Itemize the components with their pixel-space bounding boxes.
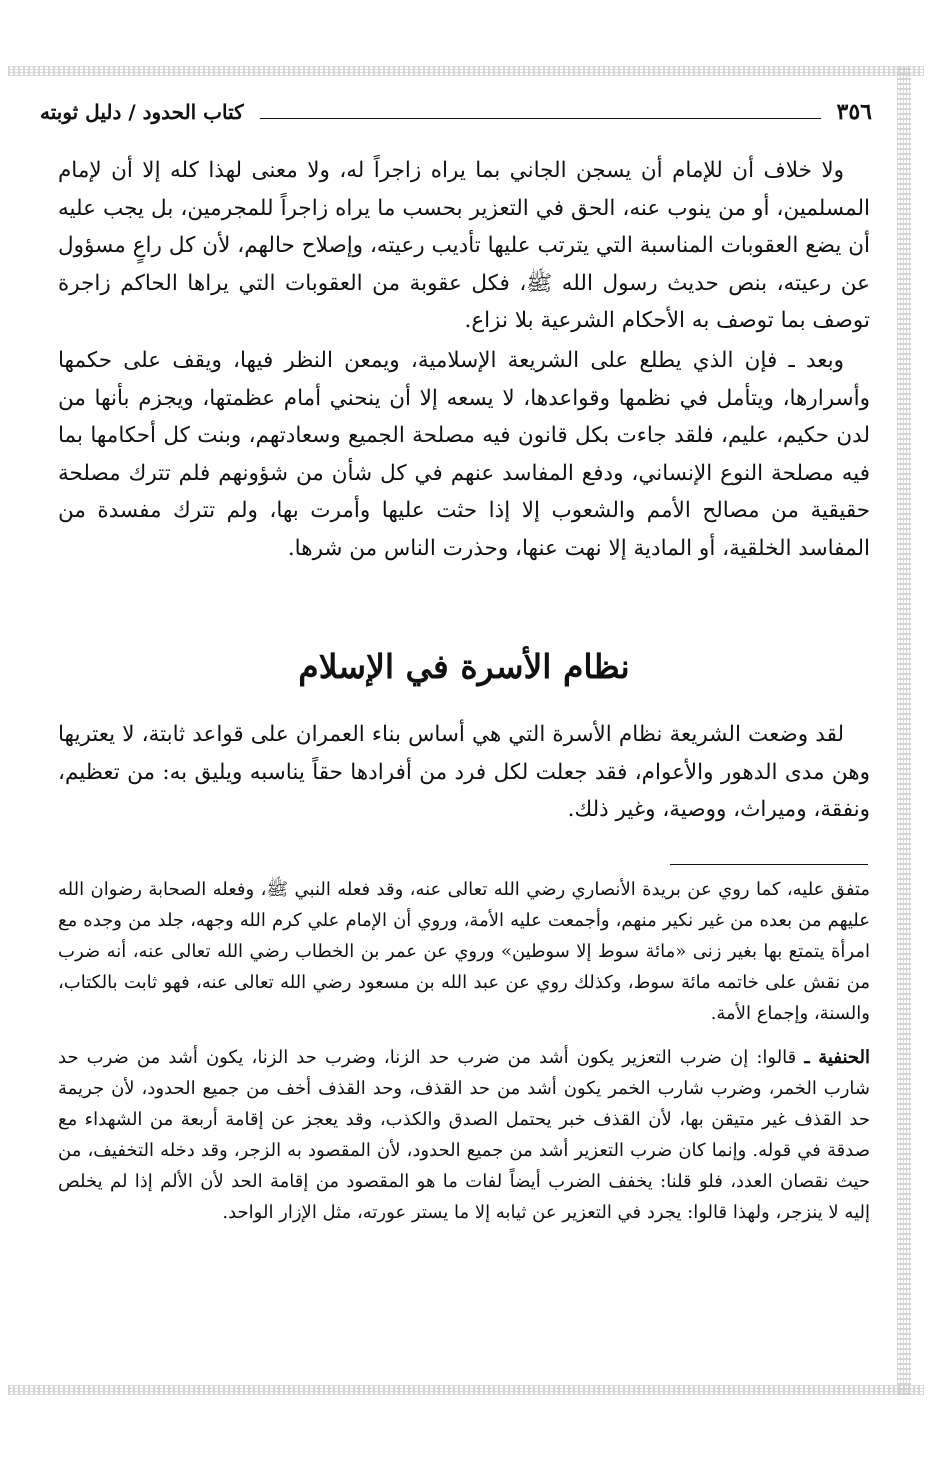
header-rule <box>260 118 821 119</box>
footnote-2 <box>58 1042 870 1228</box>
footnote-2-term: الحنفية ـ <box>804 1047 871 1068</box>
body-paragraph-1: ولا خلاف أن للإمام أن يسجن الجاني بما يراه زاجراً له، ولا معنى لهذا كله إلا أن لإمام المسلمين، أو من ينوب عنه، الحق في التعزير بحسب ما يراه زاجراً للمجرمين، بل يجب عليه أن يضع العقوبات المناسبة التي يترتب عليها تأديب رعيته، وإصلاح حالهم، لأن كل راعٍ مسؤول عن رعيته، بنص حديث رسول الله ﷺ، فكل عقوبة من العقوبات التي يراها الحاكم زاجرة توصف بما توصف به الأحكام الشرعية بلا نزاع. <box>58 158 870 333</box>
decorative-border-bottom <box>8 1385 924 1395</box>
page-header <box>40 92 872 132</box>
decorative-border-right <box>897 66 911 1395</box>
decorative-border-top <box>8 66 924 76</box>
body-paragraph-2: وبعد ـ فإن الذي يطلع على الشريعة الإسلامية، ويمعن النظر فيها، ويقف على حكمها وأسرارها، ويتأمل في نظمها وقواعدها، لا يسعه إلا أن ينحني أمام عظمتها، ويجزم بأنها من لدن حكيم، عليم، فلقد جاءت بكل قانون فيه مصلحة الجميع وسعادتهم، وبنت كل أحكامها بما فيه مصلحة النوع الإنساني، ودفع المفاسد عنهم في كل شأن من شؤونهم فلم تترك مصلحة حقيقية من مصالح الأمم والشعوب إلا إذا حثت عليها وأمرت بها، ولم تترك مفسدة من المفاسد الخلقية، أو المادية إلا نهت عنها، وحذرت الناس من شرها. <box>58 348 870 561</box>
page-number: ٣٥٦ <box>836 99 872 125</box>
running-title: كتاب الحدود / دليل ثوبته <box>40 100 244 124</box>
footnote-separator <box>670 864 868 865</box>
section-heading: نظام الأسرة في الإسلام <box>298 647 630 686</box>
body-paragraph-3: لقد وضعت الشريعة نظام الأسرة التي هي أساس بناء العمران على قواعد ثابتة، لا يعتريها وهن مدى الدهور والأعوام، فقد جعلت لكل فرد من أفرادها حقاً يناسبه ويليق به: من تعظيم، ونفقة، وميراث، ووصية، وغير ذلك. <box>58 722 870 822</box>
footnote-1: متفق عليه، كما روي عن بريدة الأنصاري رضي الله تعالى عنه، وقد فعله النبي ﷺ، وفعله الصحابة رضوان الله عليهم من بعده من غير نكير منهم، وأجمعت عليه الأمة، وروي أن الإمام علي كرم الله وجهه، جلد من وجده مع امرأة يتمتع بها بغير زنى «مائة سوط إلا سوطين» وروي عن عمر بن الخطاب رضي الله تعالى عنه، أنه ضرب من نقش على خاتمه مائة سوط، وكذلك روي عن عبد الله بن مسعود رضي الله تعالى عنه، فهو ثابت بالكتاب، والسنة، وإجماع الأمة. <box>58 879 870 1024</box>
footnote-2-text: قالوا: إن ضرب التعزير يكون أشد من ضرب حد الزنا، وضرب حد الزنا، يكون أشد من ضرب حد شارب الخمر، وضرب شارب الخمر يكون أشد من حد القذف، وحد القذف أخف من جميع الحدود، لأن جريمة حد القذف غير متيقن بها، لأن القذف خبر يحتمل الصدق والكذب، وقد يعجز عن إقامة أربعة من الشهداء مع صدقة في قوله. وإنما كان ضرب التعزير أشد من جميع الحدود، لأن المقصود به الزجر، وقد دخله التخفيف، من حيث نقصان العدد، فلو قلنا: يخفف الضرب أيضاً لفات ما هو المقصود من إقامة الحد لأن الألم إذا لم يخلص إليه لا ينزجر، ولهذا قالوا: يجرد في التعزير عن ثيابه إلا ما يستر عورته، مثل الإزار الواحد. <box>58 1047 870 1223</box>
